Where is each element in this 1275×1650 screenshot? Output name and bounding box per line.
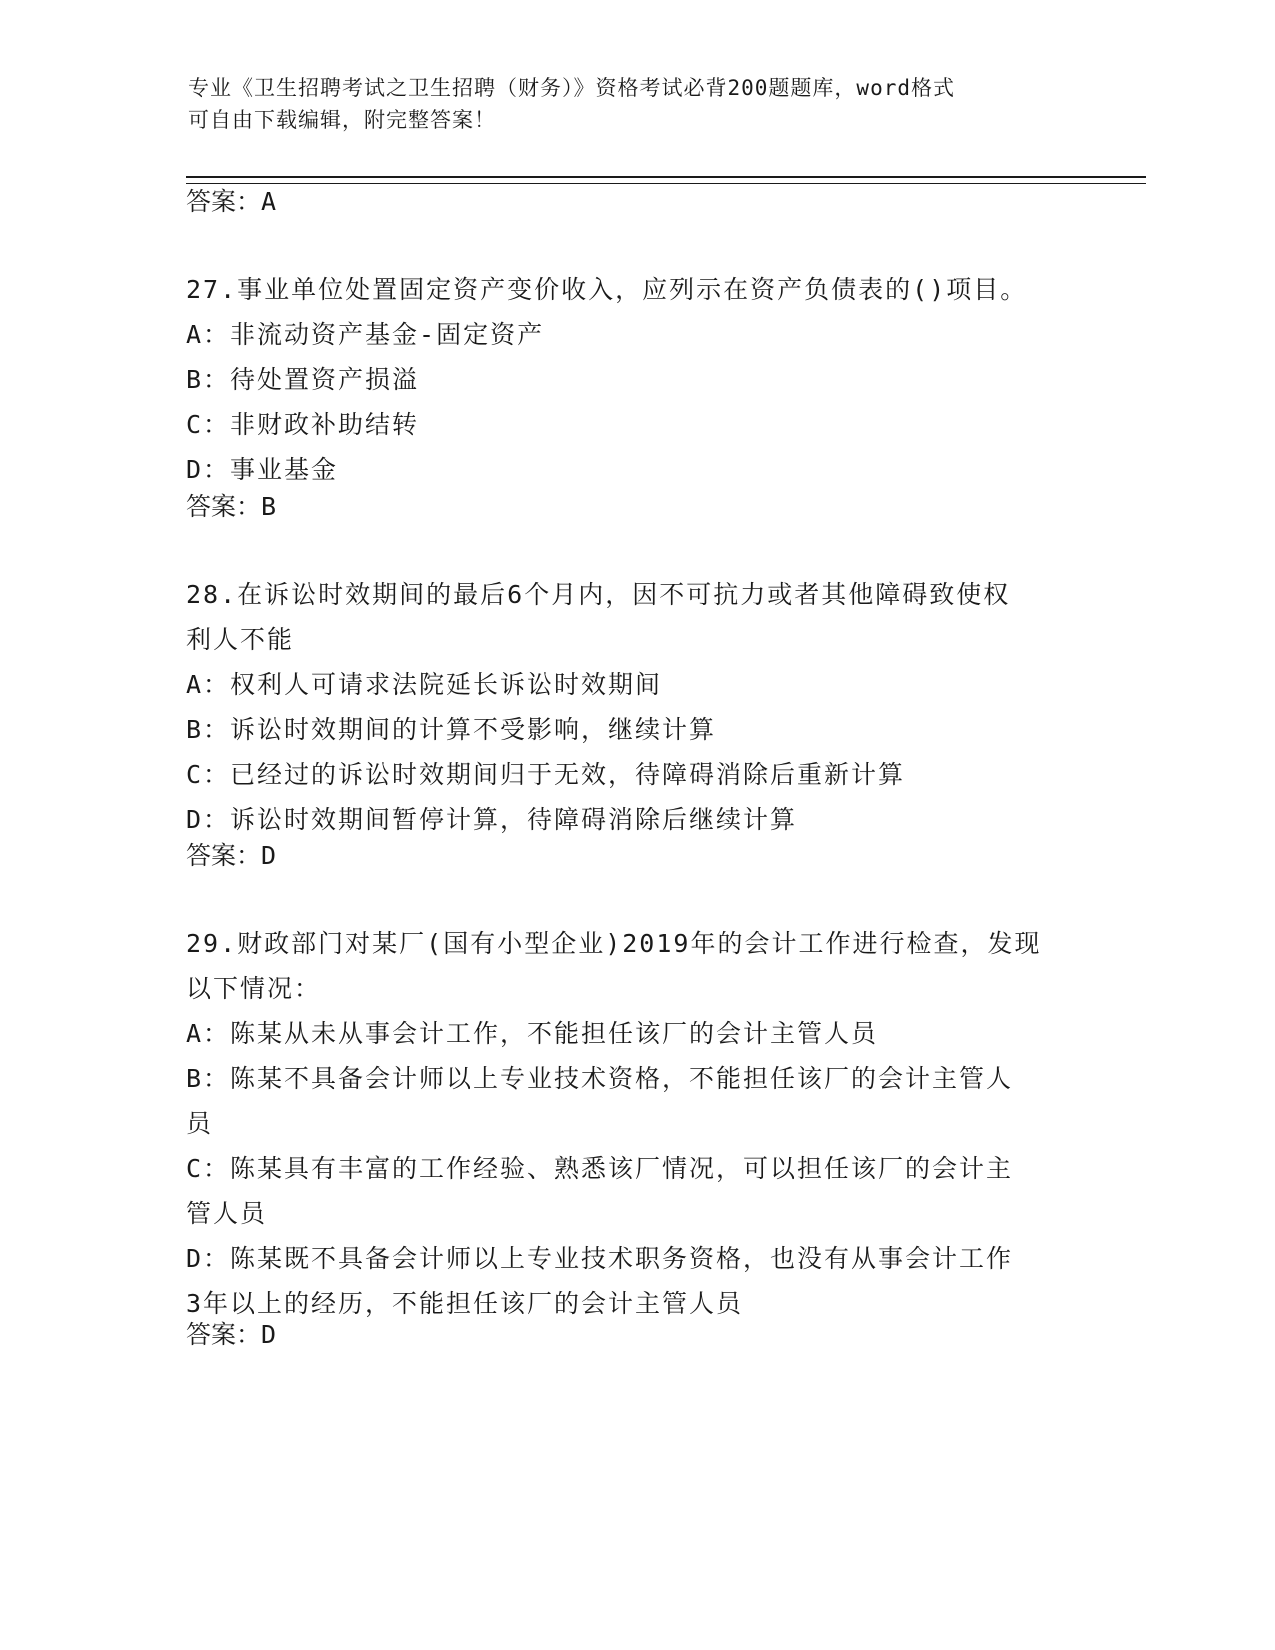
option-c-line-2: 管人员 [186, 1199, 268, 1228]
question-stem-line-1: 28.在诉讼时效期间的最后6个月内，因不可抗力或者其他障碍致使权 [186, 580, 1011, 609]
question-stem-line-2: 以下情况： [186, 974, 322, 1003]
option-c: C：已经过的诉讼时效期间归于无效，待障碍消除后重新计算 [186, 760, 906, 789]
question-stem: 27.事业单位处置固定资产变价收入，应列示在资产负债表的()项目。 [186, 275, 1028, 304]
answer-prev [186, 186, 276, 218]
page-header [188, 72, 1088, 136]
option-b: B：诉讼时效期间的计算不受影响，继续计算 [186, 715, 717, 744]
header-line-1: 专业《卫生招聘考试之卫生招聘（财务）》资格考试必背200题题库，word格式 [188, 76, 955, 100]
option-b: B：待处置资产损溢 [186, 365, 420, 394]
option-b-line-1: B：陈某不具备会计师以上专业技术资格，不能担任该厂的会计主管人 [186, 1064, 1014, 1093]
answer-28 [186, 840, 276, 872]
answer-label: 答案： [186, 841, 262, 870]
option-b-line-2: 员 [186, 1109, 214, 1138]
answer-value: B [261, 492, 277, 521]
question-stem-line-1: 29.财政部门对某厂(国有小型企业)2019年的会计工作进行检查，发现 [186, 929, 1042, 958]
option-d-line-2: 3年以上的经历，不能担任该厂的会计主管人员 [186, 1289, 744, 1318]
answer-label: 答案： [186, 1320, 262, 1349]
answer-value: A [261, 187, 277, 216]
option-d-line-1: D：陈某既不具备会计师以上专业技术职务资格，也没有从事会计工作 [186, 1244, 1014, 1273]
header-divider [186, 176, 1146, 184]
question-29 [186, 921, 1086, 1326]
option-a: A：陈某从未从事会计工作，不能担任该厂的会计主管人员 [186, 1019, 879, 1048]
option-c: C：非财政补助结转 [186, 410, 420, 439]
answer-value: D [261, 1320, 277, 1349]
option-d: D：事业基金 [186, 455, 339, 484]
option-a: A：权利人可请求法院延长诉讼时效期间 [186, 670, 663, 699]
answer-label: 答案： [186, 187, 262, 216]
header-line-2: 可自由下载编辑，附完整答案！ [188, 108, 496, 132]
answer-label: 答案： [186, 492, 262, 521]
question-27 [186, 267, 1086, 492]
option-a: A：非流动资产基金-固定资产 [186, 320, 545, 349]
answer-value: D [261, 841, 277, 870]
option-c-line-1: C：陈某具有丰富的工作经验、熟悉该厂情况，可以担任该厂的会计主 [186, 1154, 1014, 1183]
question-28 [186, 572, 1086, 842]
answer-27 [186, 491, 276, 523]
answer-29 [186, 1319, 276, 1351]
option-d: D：诉讼时效期间暂停计算，待障碍消除后继续计算 [186, 805, 798, 834]
question-stem-line-2: 利人不能 [186, 625, 295, 654]
